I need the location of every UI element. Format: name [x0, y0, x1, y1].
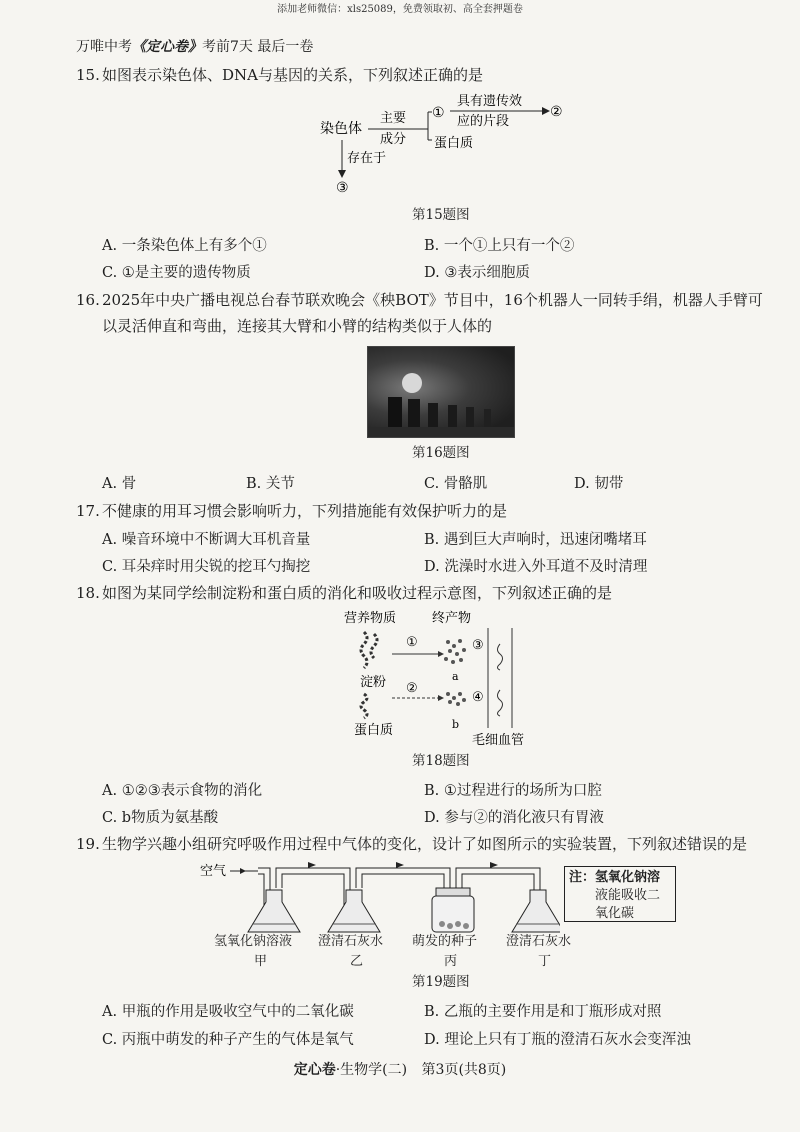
header-highlight: 《定心卷》: [132, 39, 202, 55]
protein-chain: [361, 694, 367, 718]
chromosome-label: 染色体: [320, 121, 362, 137]
photo-figure: [466, 407, 474, 427]
arrow-head: [542, 107, 550, 115]
option-b[interactable]: B. 关节: [246, 476, 295, 492]
jar-lid: [436, 888, 470, 896]
question-text: 生物学兴趣小组研究呼吸作用过程中气体的变化，设计了如图所示的实验装置，下列叙述错误的是: [102, 835, 748, 853]
name-jia: 甲: [254, 954, 268, 969]
option-c[interactable]: C. ①是主要的遗传物质: [102, 265, 251, 281]
label-yi: 澄清石灰水: [318, 934, 384, 949]
tube-jia-yi: [276, 868, 350, 912]
photo-figure: [388, 397, 402, 427]
name-yi: 乙: [350, 954, 364, 969]
option-d[interactable]: D. 理论上只有丁瓶的澄清石灰水会变浑浊: [424, 1032, 691, 1048]
option-a[interactable]: A. ①②③表示食物的消化: [102, 783, 263, 799]
flow-arrow: [396, 862, 404, 868]
header-prefix: 万唯中考: [76, 39, 132, 55]
photo-light: [402, 373, 422, 393]
label-ding: 澄清石灰水: [506, 934, 572, 949]
blood-cell: [498, 644, 503, 670]
question-18-stem: [76, 582, 612, 603]
capillary-label: 毛细血管: [472, 733, 525, 746]
question-16-stem-line2: 以灵活伸直和弯曲，连接其大臂和小臂的结构类似于人体的: [102, 317, 493, 335]
option-c[interactable]: C. b物质为氨基酸: [102, 810, 219, 826]
option-c[interactable]: C. 耳朵痒时用尖锐的挖耳勺掏挖: [102, 559, 311, 575]
photo-figure: [448, 405, 457, 427]
fragment-bottom-label: 应的片段: [457, 114, 510, 129]
product-a-label: a: [452, 670, 459, 683]
circle-4: ④: [472, 690, 484, 705]
question-15-stem: [76, 64, 483, 85]
header-suffix: 考前7天 最后一卷: [202, 39, 314, 55]
exists-in-label: 存在于: [347, 151, 387, 166]
q16-caption: 第16题图: [412, 445, 470, 461]
note-line-3: 氧化碳: [595, 906, 635, 921]
arrow-1-head: [438, 651, 444, 657]
question-17-stem: [76, 500, 507, 521]
robot-performance-photo: [367, 346, 515, 438]
footer-brand: 定心卷: [293, 1062, 336, 1078]
option-b[interactable]: B. ①过程进行的场所为口腔: [424, 783, 602, 799]
q18-caption: 第18题图: [412, 753, 470, 769]
name-ding: 丁: [538, 954, 552, 969]
circle-3: ③: [336, 180, 349, 196]
blood-cell: [498, 690, 503, 716]
option-a[interactable]: A. 甲瓶的作用是吸收空气中的二氧化碳: [102, 1004, 354, 1020]
question-19-stem: [76, 833, 747, 854]
starch-label: 淀粉: [360, 675, 387, 690]
nutrient-label: 营养物质: [344, 611, 397, 626]
main-label: 主要: [380, 111, 407, 126]
circle-2: ②: [406, 681, 418, 696]
question-number: 15.: [76, 66, 100, 84]
q18-diagram: [340, 604, 550, 746]
option-b[interactable]: B. 遇到巨大声响时，迅速闭嘴堵耳: [424, 532, 647, 548]
top-banner: 添加老师微信：xls25089，免费领取初、高全套押题卷: [277, 4, 523, 15]
component-label: 成分: [380, 132, 407, 147]
q15-caption: 第15题图: [412, 207, 470, 223]
note-line-1: 注：氢氧化钠溶: [569, 870, 661, 885]
option-d[interactable]: D. 韧带: [574, 476, 624, 492]
option-c[interactable]: C. 丙瓶中萌发的种子产生的气体是氧气: [102, 1032, 354, 1048]
air-arrow: [240, 868, 246, 874]
flow-arrow: [490, 862, 498, 868]
fragment-top-label: 具有遗传效: [457, 94, 523, 109]
product-b-dots: [446, 692, 466, 706]
question-number: 19.: [76, 835, 100, 853]
option-c[interactable]: C. 骨骼肌: [424, 476, 488, 492]
product-a-dots: [444, 639, 466, 664]
photo-stage: [368, 427, 514, 437]
label-bing: 萌发的种子: [412, 934, 478, 949]
q19-caption: 第19题图: [412, 974, 470, 990]
photo-figure: [484, 409, 491, 427]
page-footer: [0, 1059, 800, 1079]
option-b[interactable]: B. 乙瓶的主要作用是和丁瓶形成对照: [424, 1004, 662, 1020]
flask-ding: [512, 890, 560, 932]
flask-yi: [328, 890, 380, 932]
photo-figure: [428, 403, 438, 427]
product-b-label: b: [452, 718, 460, 731]
footer-page: 第3页(共8页): [421, 1062, 507, 1078]
question-number: 17.: [76, 502, 100, 520]
q19-note-box: [564, 866, 676, 922]
q15-diagram: [310, 90, 610, 200]
circle-2: ②: [550, 104, 563, 120]
question-text: 2025年中央广播电视总台春节联欢晚会《秧BOT》节目中，16个机器人一同转手绢，机器人手臂可: [102, 291, 763, 309]
note-line-2: 液能吸收二: [595, 888, 661, 903]
down-arrow-head: [338, 170, 346, 178]
label-jia: 氢氧化钠溶液: [214, 934, 293, 949]
name-bing: 丙: [444, 954, 458, 969]
starch-chain: [361, 632, 367, 668]
photo-figures: [368, 347, 514, 437]
option-a[interactable]: A. 噪音环境中不断调大耳机音量: [102, 532, 311, 548]
question-number: 18.: [76, 584, 100, 602]
option-d[interactable]: D. 洗澡时水进入外耳道不及时清理: [424, 559, 648, 575]
circle-3: ③: [472, 638, 484, 653]
starch-chain: [371, 634, 377, 658]
flask-jia: [248, 890, 300, 932]
flow-arrow: [308, 862, 316, 868]
arrow-2-head: [438, 695, 444, 701]
option-a[interactable]: A. 一条染色体上有多个①: [102, 238, 267, 254]
photo-figure: [408, 399, 420, 427]
option-b[interactable]: B. 一个①上只有一个②: [424, 238, 575, 254]
circle-1: ①: [432, 105, 445, 121]
option-d[interactable]: D. ③表示细胞质: [424, 265, 530, 281]
paper-header: [76, 36, 313, 56]
question-text: 如图为某同学绘制淀粉和蛋白质的消化和吸收过程示意图，下列叙述正确的是: [102, 584, 613, 602]
question-16-stem: [76, 289, 763, 310]
question-text: 如图表示染色体、DNA与基因的关系，下列叙述正确的是: [102, 66, 483, 84]
end-product-label: 终产物: [432, 611, 472, 626]
question-text: 不健康的用耳习惯会影响听力，下列措施能有效保护听力的是: [102, 502, 508, 520]
option-a[interactable]: A. 骨: [102, 476, 137, 492]
circle-1: ①: [406, 635, 418, 650]
protein-label: 蛋白质: [434, 136, 474, 151]
air-label: 空气: [200, 864, 227, 879]
protein-label: 蛋白质: [354, 723, 394, 738]
option-d[interactable]: D. 参与②的消化液只有胃液: [424, 810, 604, 826]
footer-subject: ·生物学(二): [335, 1062, 408, 1078]
question-number: 16.: [76, 291, 100, 309]
